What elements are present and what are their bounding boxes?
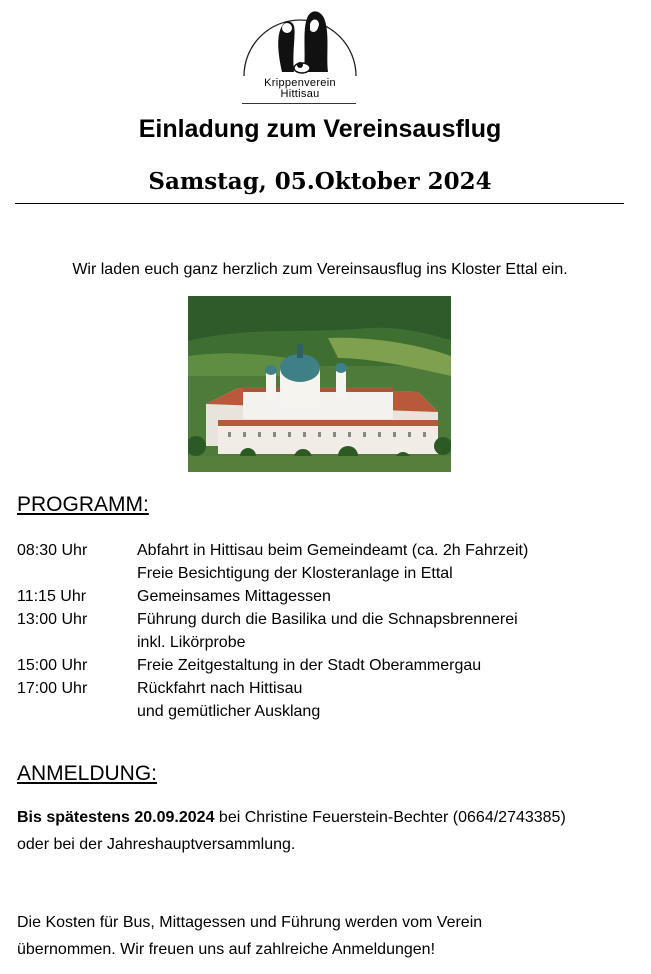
schedule-time: 08:30 Uhr	[17, 542, 88, 559]
anmeldung-heading: ANMELDUNG:	[17, 762, 158, 785]
anmeldung-text	[17, 804, 566, 858]
schedule-desc: und gemütlicher Ausklang	[137, 703, 321, 720]
schedule-time: 13:00 Uhr	[17, 611, 88, 628]
anmeldung-line2: oder bei der Jahreshauptversammlung.	[17, 836, 296, 853]
schedule-desc: Freie Besichtigung der Klosteranlage in Ettal	[137, 565, 453, 582]
costs-line2: übernommen. Wir freuen uns auf zahlreiche Anmeldungen!	[17, 941, 436, 958]
page-title: Einladung zum Vereinsausflug	[138, 115, 502, 143]
logo-underline	[242, 103, 356, 104]
schedule-time: 17:00 Uhr	[17, 680, 88, 697]
schedule-desc: Abfahrt in Hittisau beim Gemeindeamt (ca. 2h Fahrzeit)	[137, 542, 529, 559]
divider	[15, 203, 624, 204]
schedule-desc: Freie Zeitgestaltung in der Stadt Oberammergau	[137, 657, 482, 674]
costs-text	[17, 909, 482, 963]
logo-line1: Krippenverein	[264, 77, 336, 89]
logo-text	[240, 78, 360, 100]
event-date: Samstag, 05.Oktober 2024	[148, 168, 492, 195]
intro-text: Wir laden euch ganz herzlich zum Vereinsausflug ins Kloster Ettal ein.	[72, 261, 568, 278]
anmeldung-deadline: Bis spätestens 20.09.2024	[17, 809, 215, 826]
programm-heading: PROGRAMM:	[17, 493, 149, 516]
schedule-desc: Gemeinsames Mittagessen	[137, 588, 331, 605]
anmeldung-line1	[17, 804, 566, 831]
kloster-ettal-photo	[188, 296, 451, 472]
logo-line2: Hittisau	[280, 88, 320, 100]
anmeldung-contact: bei Christine Feuerstein-Bechter (0664/2743385)	[214, 809, 566, 826]
costs-line1: Die Kosten für Bus, Mittagessen und Führung werden vom Verein	[17, 914, 483, 931]
schedule-time: 11:15 Uhr	[17, 588, 87, 605]
schedule-desc: Rückfahrt nach Hittisau	[137, 680, 303, 697]
schedule-time: 15:00 Uhr	[17, 657, 88, 674]
schedule-desc: inkl. Likörprobe	[137, 634, 246, 651]
schedule-desc: Führung durch die Basilika und die Schnapsbrennerei	[137, 611, 518, 628]
